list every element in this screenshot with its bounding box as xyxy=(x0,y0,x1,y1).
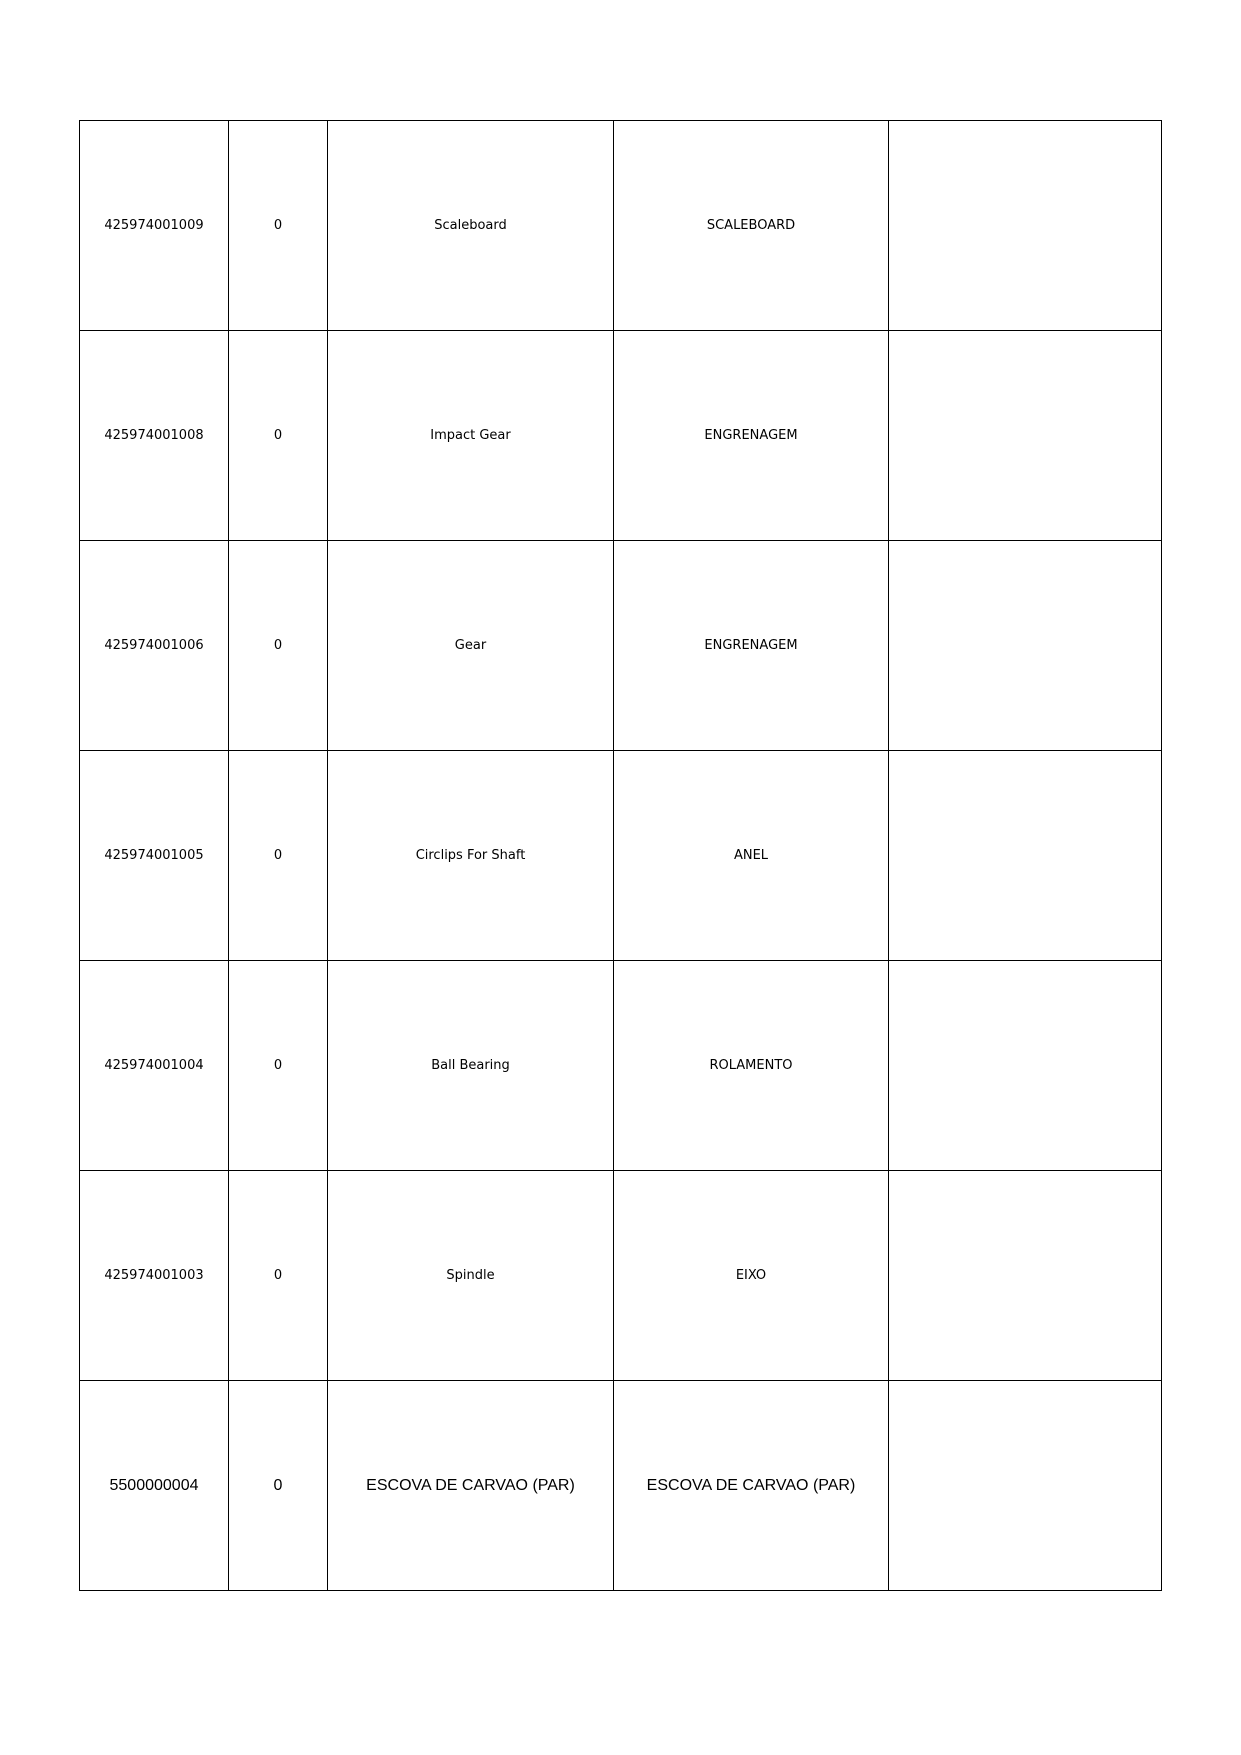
description-en-cell: Scaleboard xyxy=(328,121,614,331)
table-row xyxy=(80,1381,1162,1591)
quantity-cell: 0 xyxy=(229,1171,328,1381)
description-en-cell: Circlips For Shaft xyxy=(328,751,614,961)
quantity-cell: 0 xyxy=(229,331,328,541)
description-en-cell: Spindle xyxy=(328,1171,614,1381)
description-en-cell: Impact Gear xyxy=(328,331,614,541)
table-row xyxy=(80,1171,1162,1381)
description-pt-cell: ENGRENAGEM xyxy=(614,331,889,541)
part-code-cell: 425974001006 xyxy=(80,541,229,751)
part-code-cell: 425974001003 xyxy=(80,1171,229,1381)
quantity-cell: 0 xyxy=(229,541,328,751)
notes-cell xyxy=(889,541,1162,751)
notes-cell xyxy=(889,961,1162,1171)
description-pt-cell: EIXO xyxy=(614,1171,889,1381)
description-pt-cell: ESCOVA DE CARVAO (PAR) xyxy=(614,1381,889,1591)
part-code-cell: 425974001008 xyxy=(80,331,229,541)
quantity-cell: 0 xyxy=(229,961,328,1171)
part-code-cell: 5500000004 xyxy=(80,1381,229,1591)
description-en-cell: Gear xyxy=(328,541,614,751)
notes-cell xyxy=(889,1171,1162,1381)
description-pt-cell: ENGRENAGEM xyxy=(614,541,889,751)
notes-cell xyxy=(889,1381,1162,1591)
description-pt-cell: ROLAMENTO xyxy=(614,961,889,1171)
quantity-cell: 0 xyxy=(229,121,328,331)
table-row xyxy=(80,961,1162,1171)
table-row xyxy=(80,751,1162,961)
description-en-cell: ESCOVA DE CARVAO (PAR) xyxy=(328,1381,614,1591)
parts-table xyxy=(79,120,1162,1591)
notes-cell xyxy=(889,751,1162,961)
notes-cell xyxy=(889,121,1162,331)
part-code-cell: 425974001005 xyxy=(80,751,229,961)
part-code-cell: 425974001004 xyxy=(80,961,229,1171)
table-row xyxy=(80,121,1162,331)
part-code-cell: 425974001009 xyxy=(80,121,229,331)
quantity-cell: 0 xyxy=(229,751,328,961)
notes-cell xyxy=(889,331,1162,541)
description-pt-cell: SCALEBOARD xyxy=(614,121,889,331)
table-row xyxy=(80,541,1162,751)
description-en-cell: Ball Bearing xyxy=(328,961,614,1171)
quantity-cell: 0 xyxy=(229,1381,328,1591)
description-pt-cell: ANEL xyxy=(614,751,889,961)
table-row xyxy=(80,331,1162,541)
